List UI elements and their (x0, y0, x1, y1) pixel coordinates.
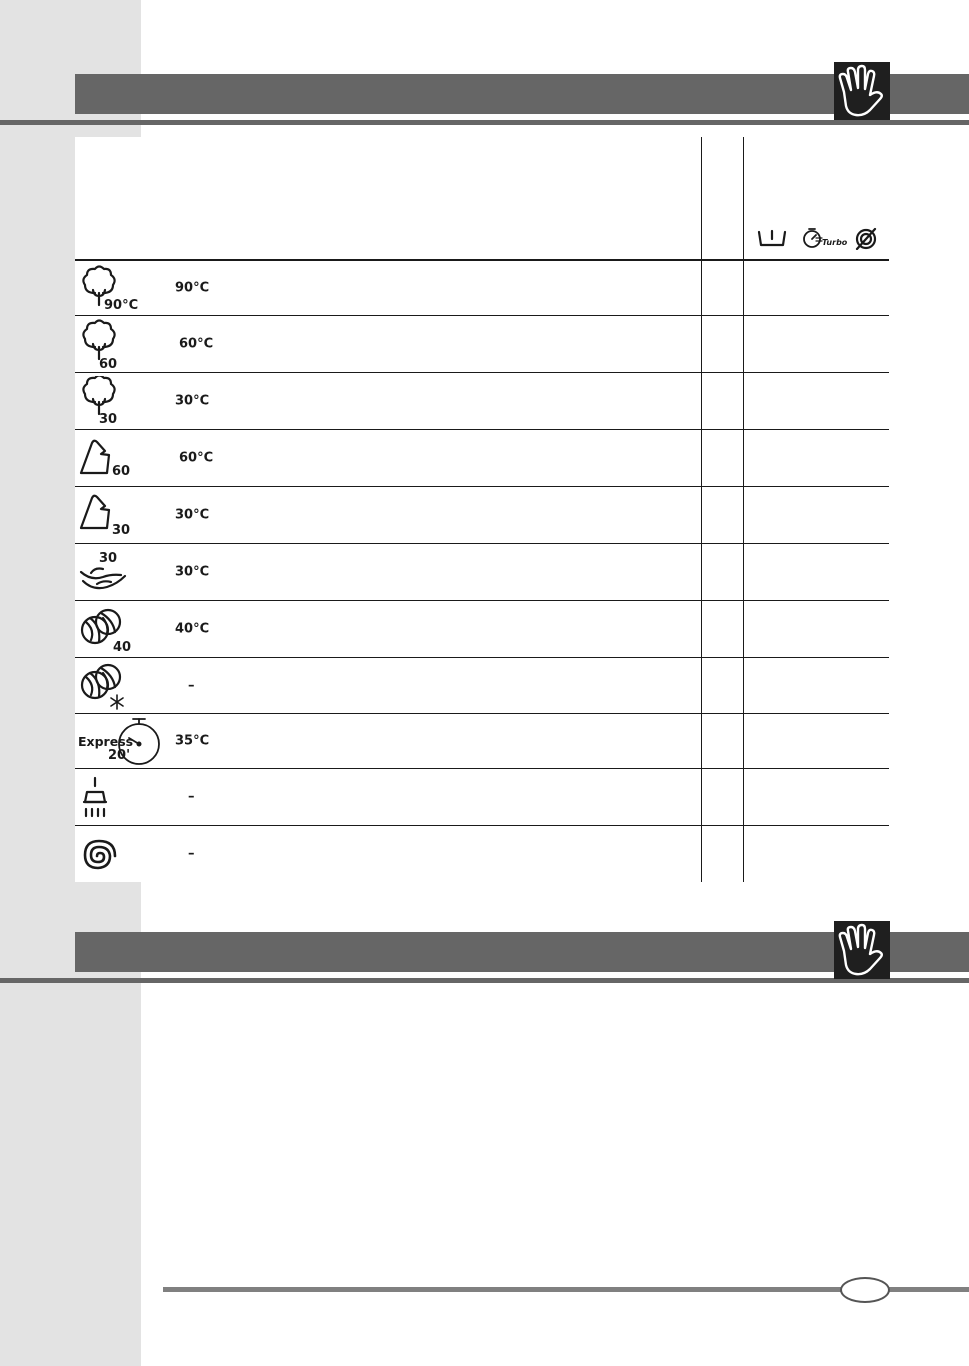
cotton-icon (77, 263, 163, 313)
synthetic-icon (77, 490, 163, 540)
program-temperature: 30°C (175, 507, 210, 523)
program-temperature: 30°C (175, 564, 210, 580)
program-temperature: 60°C (179, 450, 214, 466)
svg-text:60: 60 (99, 357, 118, 369)
svg-text:20': 20' (108, 748, 131, 763)
svg-text:30: 30 (99, 412, 118, 426)
program-row-rinse (75, 769, 889, 825)
cotton-icon (77, 319, 163, 369)
cotton-icon (77, 376, 163, 426)
program-row-spin (75, 826, 889, 882)
program-temperature: 30°C (175, 393, 210, 409)
svg-text:60: 60 (112, 464, 131, 479)
spin-icon (77, 829, 163, 879)
synthetic-icon (77, 433, 163, 483)
svg-text:30: 30 (99, 551, 118, 566)
turbo-icon (802, 226, 848, 254)
program-temperature: 90°C (175, 280, 210, 296)
program-row-cotton-90 (75, 261, 889, 315)
program-temperature: – (188, 846, 195, 862)
no-spin-icon (853, 226, 879, 254)
snowflake-icon (111, 695, 123, 709)
delicates-icon (77, 547, 163, 597)
program-temperature: – (188, 678, 195, 693)
wool-cold-icon (77, 661, 163, 711)
express-icon (77, 716, 163, 766)
program-temperature: 35°C (175, 733, 210, 749)
svg-text:90°C: 90°C (104, 298, 139, 313)
svg-text:Express: Express (78, 734, 134, 749)
program-row-wool-40 (75, 601, 889, 657)
program-temperature: 60°C (179, 336, 214, 352)
svg-text:Turbo: Turbo (822, 238, 848, 247)
rinse-icon (77, 772, 163, 822)
program-row-express (75, 714, 889, 768)
program-row-cotton-30 (75, 373, 889, 429)
program-row-wool-cold (75, 658, 889, 713)
program-row-cotton-60 (75, 316, 889, 372)
program-row-synthetic-30 (75, 487, 889, 543)
prewash-icon (756, 226, 788, 252)
program-row-delicates-30 (75, 544, 889, 600)
program-temperature: 40°C (175, 621, 210, 637)
program-row-synthetic-60 (75, 430, 889, 486)
hand-icon (834, 62, 890, 120)
section-rule-2 (0, 978, 969, 983)
svg-text:40: 40 (113, 640, 132, 654)
program-temperature: – (188, 789, 195, 805)
wool-icon (77, 604, 163, 654)
hand-icon (834, 921, 890, 979)
svg-text:30: 30 (112, 523, 131, 538)
section-rule-1 (0, 120, 969, 125)
page-number-oval (840, 1277, 890, 1303)
